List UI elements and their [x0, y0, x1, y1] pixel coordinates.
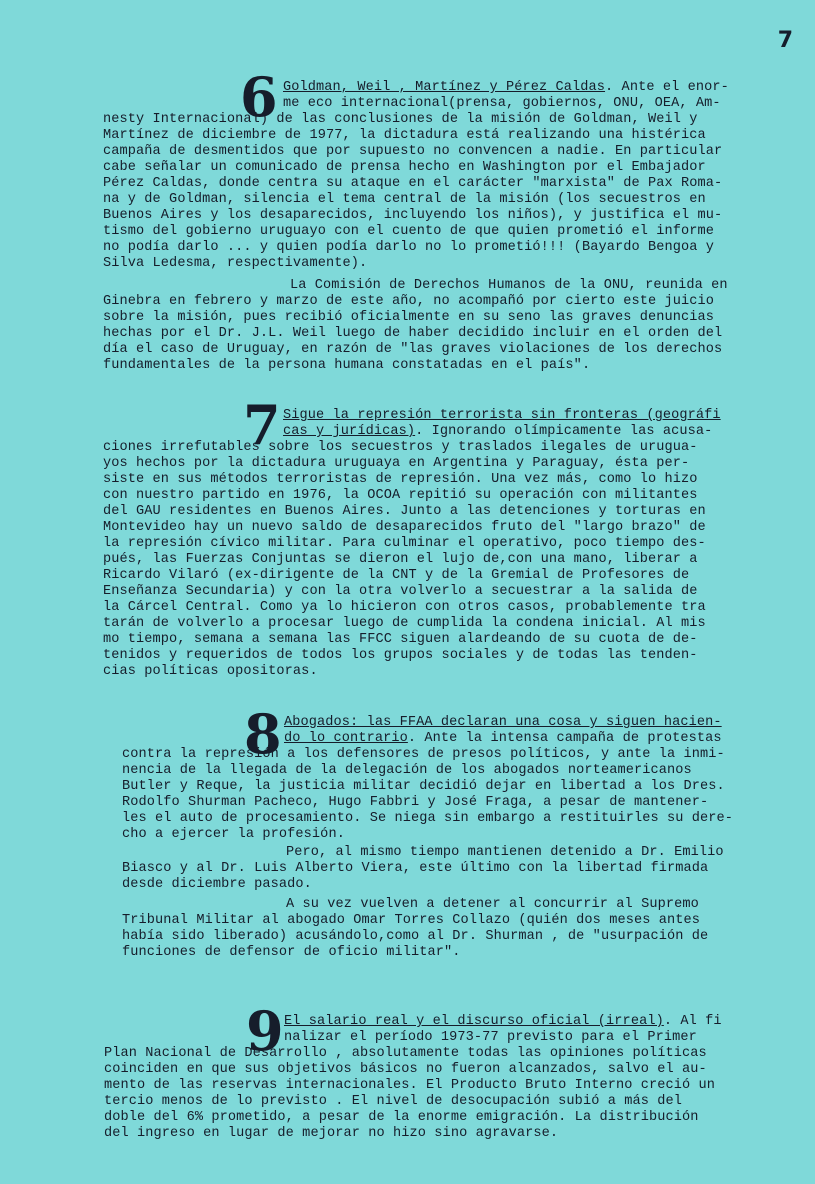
section-title-line	[283, 424, 712, 440]
section-number: 8	[244, 702, 282, 766]
body-line: na y de Goldman, silencia el tema central de la misión (los secuestros en	[103, 192, 706, 207]
body-line: tismo del gobierno uruguayo con el cuento de que quien prometió el informe	[103, 224, 715, 239]
title-tail: . Al fi	[663, 1014, 722, 1029]
body-line: mo tiempo, semana a semana las FFCC siguen alardeando de su cuota de de-	[103, 632, 698, 647]
body-line: Pérez Caldas, donde centra su ataque en el carácter "marxista" de Pax Roma-	[103, 176, 723, 191]
section-title-line	[283, 80, 729, 96]
body-line: Pero, al mismo tiempo mantienen detenido a Dr. Emilio	[286, 845, 724, 860]
body-line: cabe señalar un comunicado de prensa hecho en Washington por el Embajador	[103, 160, 706, 175]
body-line: con nuestro partido en 1976, la OCOA repitió su operación con militantes	[103, 488, 698, 503]
body-line: coinciden en que sus objetivos básicos no fueron alcanzados, salvo el au-	[104, 1062, 707, 1077]
body-line: tarán de volverlo a procesar luego de cumplida la condena inicial. Al mis	[103, 616, 706, 631]
body-line: día el caso de Uruguay, en razón de "las graves violaciones de los derechos	[103, 342, 723, 357]
section-title: Sigue la represión terrorista sin fronteras (geográfi	[283, 408, 721, 423]
section-number: 6	[240, 65, 278, 129]
body-line: tercio menos de lo previsto . El nivel de desocupación subió a más del	[104, 1094, 683, 1109]
body-line: desde diciembre pasado.	[122, 877, 312, 892]
section-number: 7	[243, 393, 281, 457]
body-line: Rodolfo Shurman Pacheco, Hugo Fabbri y José Fraga, a pesar de mantener-	[122, 795, 709, 810]
body-line: doble del 6% prometido, a pesar de la enorme emigración. La distribución	[104, 1110, 699, 1125]
body-line: la represión cívico militar. Para culminar el operativo, poco tiempo des-	[103, 536, 706, 551]
body-line: Tribunal Militar al abogado Omar Torres Collazo (quién dos meses antes	[122, 913, 701, 928]
section-title-continued: cas y jurídicas)	[283, 424, 416, 439]
body-line: siste en sus métodos terroristas de represión. Una vez más, como lo hizo	[103, 472, 698, 487]
body-line: Enseñanza Secundaria) y con la otra volverlo a secuestrar a la salida de	[103, 584, 698, 599]
body-line: Buenos Aires y los desaparecidos, incluyendo los niños), y justifica el mu-	[103, 208, 723, 223]
section-number: 9	[246, 999, 284, 1063]
body-line: pués, las Fuerzas Conjuntas se dieron el lujo de,con una mano, liberar a	[103, 552, 698, 567]
body-line: tenidos y requeridos de todos los grupos sociales y de todas las tenden-	[103, 648, 698, 663]
body-line: nencia de la llegada de la delegación de los abogados norteamericanos	[122, 763, 692, 778]
section-title-line	[284, 731, 722, 747]
body-line: ciones irrefutables sobre los secuestros y traslados ilegales de urugua-	[103, 440, 698, 455]
body-line: nesty Internacional) de las conclusiones de la misión de Goldman, Weil y	[103, 112, 698, 127]
body-line: mento de las reservas internacionales. El Producto Bruto Interno creció un	[104, 1078, 716, 1093]
body-line: había sido liberado) acusándolo,como al Dr. Shurman , de "usurpación de	[122, 929, 709, 944]
section-title-continued: do lo contrario	[284, 731, 408, 746]
body-line: les el auto de procesamiento. Se niega sin embargo a restituirles su dere-	[122, 811, 734, 826]
section-title: El salario real y el discurso oficial (irreal)	[284, 1014, 664, 1029]
body-line: la Cárcel Central. Como ya lo hicieron con otros casos, probablemente tra	[103, 600, 706, 615]
body-line: cias políticas opositoras.	[103, 664, 318, 679]
page-number: 7	[777, 28, 793, 53]
body-line: del GAU residentes en Buenos Aires. Junto a las detenciones y torturas en	[103, 504, 706, 519]
body-line: contra la represión a los defensores de presos políticos, y ante la inmi-	[122, 747, 725, 762]
section-title: Goldman, Weil , Martínez y Pérez Caldas	[283, 80, 606, 95]
body-line: La Comisión de Derechos Humanos de la ONU, reunida en	[290, 278, 728, 293]
body-line: Silva Ledesma, respectivamente).	[103, 256, 368, 271]
body-line: Biasco y al Dr. Luis Alberto Viera, este último con la libertad firmada	[122, 861, 709, 876]
body-line: Plan Nacional de Desarrollo , absolutamente todas las opiniones políticas	[104, 1046, 707, 1061]
body-line: campaña de desmentidos que por supuesto no convencen a nadie. En particular	[103, 144, 723, 159]
body-line: Ginebra en febrero y marzo de este año, no acompañó por cierto este juicio	[103, 294, 715, 309]
body-line: yos hechos por la dictadura uruguaya en Argentina y Paraguay, ésta per-	[103, 456, 690, 471]
body-line: no podía darlo ... y quien podía darlo no lo prometió!!! (Bayardo Bengoa y	[103, 240, 715, 255]
body-line: nalizar el período 1973-77 previsto para el Primer	[284, 1030, 697, 1045]
section-title: Abogados: las FFAA declaran una cosa y siguen hacien-	[284, 715, 722, 730]
body-line: cho a ejercer la profesión.	[122, 827, 345, 842]
body-line: A su vez vuelven a detener al concurrir al Supremo	[286, 897, 699, 912]
body-line: fundamentales de la persona humana constatadas en el país".	[103, 358, 591, 373]
body-line: Montevideo hay un nuevo saldo de desaparecidos fruto del "largo brazo" de	[103, 520, 706, 535]
title-tail: . Ignorando olímpicamente las acusa-	[415, 424, 713, 439]
body-line: del ingreso en lugar de mejorar no hizo sino agravarse.	[104, 1126, 559, 1141]
title-tail: . Ante el enor-	[605, 80, 729, 95]
body-line: Martínez de diciembre de 1977, la dictadura está realizando una histérica	[103, 128, 706, 143]
body-line: hechas por el Dr. J.L. Weil luego de haber decidido incluir en el orden del	[103, 326, 723, 341]
title-tail: . Ante la intensa campaña de protestas	[407, 731, 722, 746]
body-line: funciones de defensor de oficio militar".	[122, 945, 461, 960]
body-line: Ricardo Vilaró (ex-dirigente de la CNT y de la Gremial de Profesores de	[103, 568, 690, 583]
body-line: me eco internacional(prensa, gobiernos, ONU, OEA, Am-	[283, 96, 721, 111]
body-line: sobre la misión, pues recibió oficialmente en su seno las graves denuncias	[103, 310, 715, 325]
body-line: Butler y Reque, la justicia militar decidió dejar en libertad a los Dres.	[122, 779, 725, 794]
section-title-line	[284, 1014, 722, 1030]
